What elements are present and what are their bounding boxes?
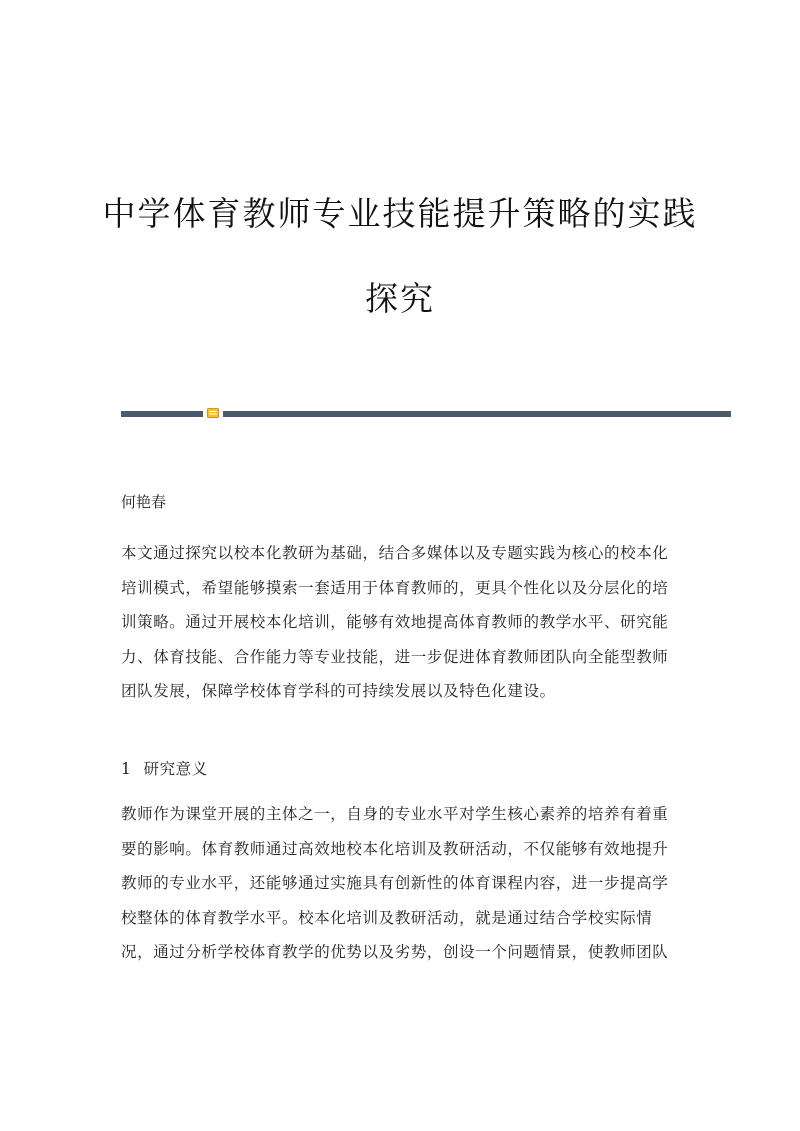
body-line: 要的影响。体育教师通过高效地校本化培训及教研活动，不仅能够有效地提升 [121, 839, 669, 858]
body-line: 教师的专业水平，还能够通过实施具有创新性的体育课程内容，进一步提高学 [121, 874, 669, 892]
body-paragraph [121, 797, 681, 970]
abstract-paragraph [121, 536, 681, 709]
document-title-line-2: 探究 [365, 279, 435, 318]
abstract-line: 培训模式，希望能够摸索一套适用于体育教师的，更具个性化以及分层化的培 [121, 578, 669, 597]
abstract-line: 本文通过探究以校本化教研为基础，结合多媒体以及专题实践为核心的校本化 [121, 544, 669, 562]
divider-bar-left [121, 411, 203, 417]
section-title: 研究意义 [143, 760, 208, 778]
body-line: 校整体的体育教学水平。校本化培训及教研活动，就是通过结合学校实际情 [121, 908, 653, 927]
document-icon [207, 408, 219, 418]
title-divider [121, 408, 731, 418]
body-line: 教师作为课堂开展的主体之一，自身的专业水平对学生核心素养的培养有着重 [121, 805, 669, 823]
section-number: 1 [121, 760, 132, 778]
body-line: 况，通过分析学校体育教学的优势以及劣势，创设一个问题情景，使教师团队 [121, 943, 669, 961]
abstract-line: 力、体育技能、合作能力等专业技能，进一步促进体育教师团队向全能型教师 [121, 647, 669, 666]
section-heading [121, 757, 208, 779]
document-title-line-1: 中学体育教师专业技能提升策略的实践 [102, 194, 698, 233]
abstract-line: 团队发展，保障学校体育学科的可持续发展以及特色化建设。 [121, 682, 556, 700]
divider-bar-right [223, 411, 731, 417]
abstract-line: 训策略。通过开展校本化培训，能够有效地提高体育教师的教学水平、研究能 [121, 613, 669, 631]
author-name: 何艳春 [121, 493, 167, 511]
